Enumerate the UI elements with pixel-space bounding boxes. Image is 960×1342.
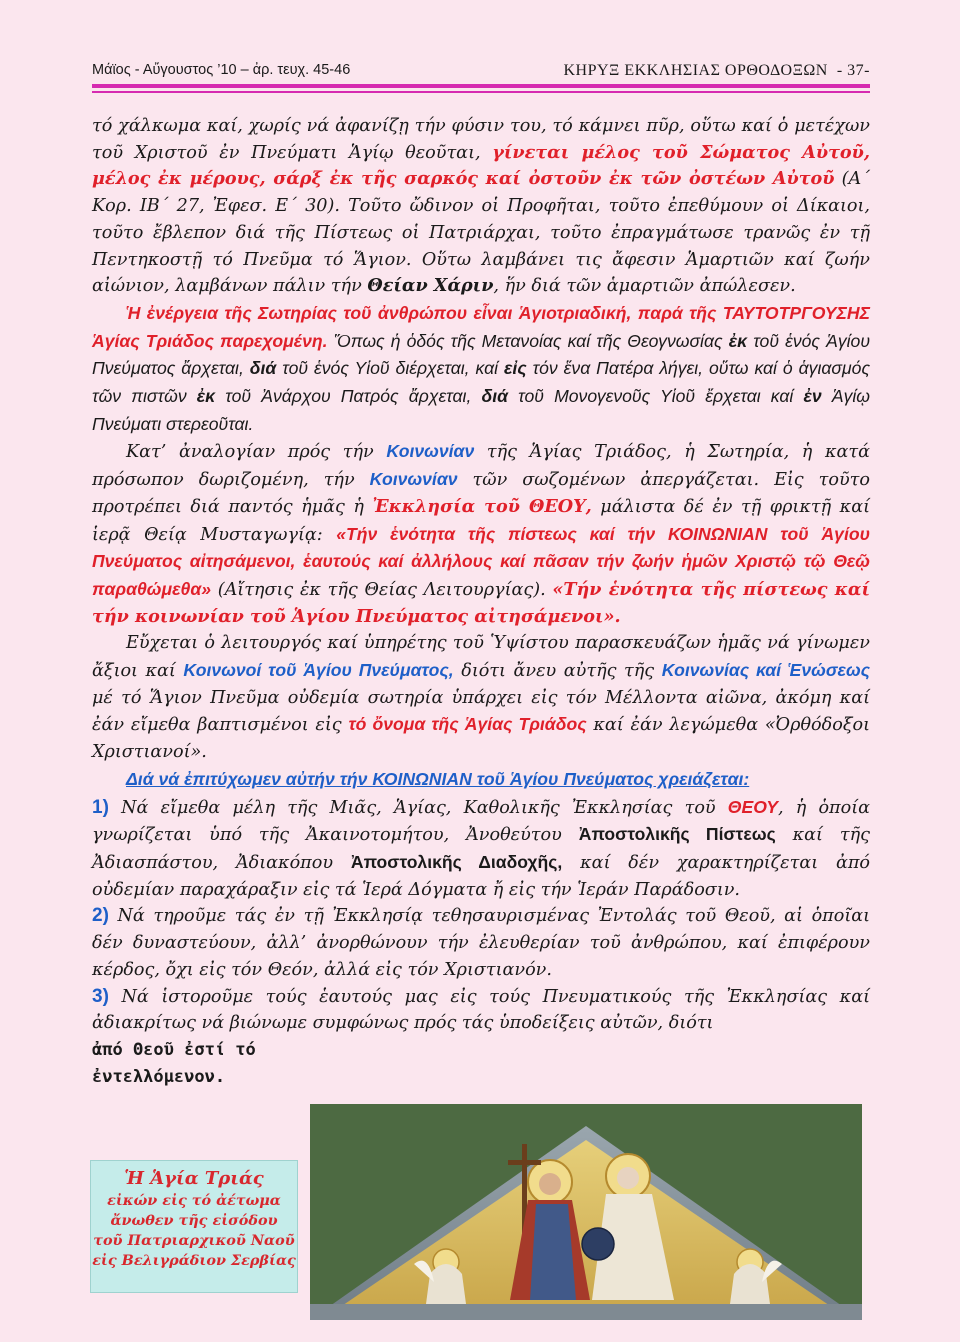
paragraph-3: [92, 438, 870, 630]
caption-line: τοῦ Πατριαρχικοῦ Ναοῦ: [93, 1232, 295, 1249]
text-run: Εὔχεται ὁ λειτουργός καί ὑπηρέτης τοῦ Ὑψίστου παρασκευάζων ἡμᾶς νά γίνωμεν ἄξιοι καί: [92, 633, 870, 682]
highlight-blue: Κοινωνίαν: [369, 469, 458, 490]
journal-title-and-page: [563, 62, 870, 80]
text-run: καί δέν χαρακτηρίζεται ἀπό οὐδεμίαν παραχάραξιν εἰς τά Ἱερά Δόγματα ἤ εἰς τήν Ἱεράν Παράδοσιν.: [92, 852, 870, 900]
highlight-bold: Θείαν Χάριν: [367, 275, 494, 297]
text-run: τοῦ ἑνός Υἱοῦ διέρχεται, καί: [276, 358, 504, 379]
text-run: τοῦ Ἀνάρχου Πατρός ἄρχεται,: [215, 386, 482, 407]
paragraph-2: [92, 300, 870, 439]
text-run: (Α΄ Κορ. ΙΒ΄ 27, Ἐφεσ. Ε΄ 30). Τοῦτο ὤδινον οἱ Προφῆται, τοῦτο ἐπεθύμουν οἱ Δίκαιοι, τοῦτο ἔβλεπον διά τῆς Πίστεως οἱ Πατριάρχαι, τοῦτο ἐπραγμάτωσε τρανῶς ἐν τῇ Πεντηκοστῇ τό Πνεῦμα τό Ἅγιον. Οὕτω λαμβάνει τις ἄφεσιν Ἁμαρτιῶν καί ζωήν αἰώνιον, λαμβάνων πάλιν τήν: [92, 169, 870, 297]
list-number: 1): [92, 796, 109, 818]
highlight-red: τό ὄνομα τῆς Ἁγίας Τριάδος: [348, 714, 587, 735]
highlight-red: Ἡ ἐνέργεια τῆς Σωτηρίας τοῦ ἀνθρώπου εἶναι Ἁγιοτριαδική, παρά τῆς ΤΑΥΤΟΤΡΓΟΥΣΗΣ Ἁγίας Τριάδος παρεχομένη.: [92, 302, 870, 351]
caption-line: εἰκών εἰς τό ἀέτωμα: [107, 1192, 281, 1209]
issue-info: Μάϊος - Αὔγουστος ’10 – ἀρ. τευχ. 45-46: [92, 62, 351, 78]
face-christ: [539, 1173, 561, 1195]
highlight-bold: ἐν: [803, 386, 822, 407]
text-run: τοῦ ἑνός Ἁγίου Πνεύματος ἄρχεται,: [92, 330, 870, 379]
text-run: καί ἐάν λεγώμεθα «Ὀρθόδοξοι Χριστιανοί».: [92, 715, 871, 763]
text-run: Ὅπως ἡ ὁδός τῆς Μετανοίας καί τῆς Θεογνωσίας: [327, 330, 729, 351]
highlight-bold: διά: [481, 386, 509, 407]
list-number: 2): [92, 905, 109, 927]
text-run: (Αἴτησις ἐκ τῆς Θείας Λειτουργίας).: [211, 579, 553, 600]
list-item-1: [92, 794, 870, 904]
text-run: τό χάλκωμα καί, χωρίς νά ἀφανίζῃ τήν φύσιν του, τό κάμνει πῦρ, οὕτω καί ὁ μετέχων τοῦ Χριστοῦ ἐν Πνεύματι Ἁγίῳ θεοῦται,: [92, 116, 870, 163]
highlight-red: γίνεται μέλος τοῦ Σώματος Αὐτοῦ, μέλος ἐκ μέρους, σάρξ ἐκ τῆς σαρκός καί ὀστοῦν ἐκ τῶν ὀστέων Αὐτοῦ: [92, 141, 870, 190]
list-item-2: [92, 903, 870, 983]
text-run: Ἁγίῳ Πνεύματι στερεοῦται.: [92, 386, 870, 434]
text-run: μάλιστα δέ ἐν τῇ φρικτῇ καί ἱερᾷ Θείᾳ Μυσταγωγίᾳ:: [92, 496, 870, 545]
highlight-red: ΘΕΟΥ: [727, 796, 778, 817]
highlight-red: «Τήν ἑνότητα τῆς πίστεως καί τήν ΚΟΙΝΩΝΙΑΝ τοῦ Ἁγίου Πνεύματος αἰτησάμενοι, ἑαυτούς καί ἀλλήλους καί πᾶσαν τήν ζωήν ἡμῶν Χριστῷ τῷ Θεῷ παραθώμεθα»: [92, 523, 870, 599]
highlight-blue-underlined: Διά νά ἐπιτύχωμεν αὐτήν τήν ΚΟΙΝΩΝΙΑΝ τοῦ Ἁγίου Πνεύματος χρειάζεται:: [126, 768, 750, 789]
highlight-bold: ἐκ: [196, 386, 216, 407]
base-stone: [310, 1304, 862, 1320]
highlight-bold: Ἀποστολικῆς Διαδοχῆς,: [350, 851, 563, 872]
icon-illustration: [310, 1104, 862, 1320]
face-father: [617, 1167, 639, 1189]
text-run: Νά εἴμεθα μέλη τῆς Μιᾶς, Ἁγίας, Καθολικῆς Ἐκκλησίας τοῦ: [108, 797, 728, 818]
header-rule-thick: [92, 84, 870, 88]
text-run: τῶν σωζομένων ἀπεργάζεται. Εἰς τοῦτο προτρέπει διά παντός ἡμᾶς ἡ: [92, 470, 871, 517]
highlight-blue: Κοινωνοί τοῦ Ἁγίου Πνεύματος,: [183, 660, 454, 681]
highlight-bold: Ἀποστολικῆς Πίστεως: [578, 824, 776, 845]
text-run: τῆς Ἁγίας Τριάδος, ἡ Σωτηρία, ἡ κατά πρόσωπον δωριζομένη, τήν: [92, 442, 870, 491]
highlight-blue: Κοινωνίας καί Ἑνώσεως: [661, 660, 870, 681]
cross-beam: [508, 1160, 541, 1165]
trinity-icon-image: [310, 1104, 862, 1320]
highlight-red: Ἐκκλησία τοῦ ΘΕΟΥ,: [372, 495, 592, 517]
header-rule-thin: [92, 91, 870, 93]
list-item-3-end: [92, 1037, 302, 1090]
text-run: Νά ἱστοροῦμε τούς ἑαυτούς μας εἰς τούς Πνευματικούς τῆς Ἐκκλησίας καί ἀδιακρίτως νά βιώνωμε συμφώνως πρός τάς ὑποδείξεις αὐτῶν, διότι: [92, 986, 870, 1034]
paragraph-1: [92, 113, 870, 300]
caption-title: Ἡ Ἁγία Τριάς: [124, 1168, 264, 1189]
text-run: , ἥν διά τῶν ἁμαρτιῶν ἀπώλεσεν.: [493, 276, 796, 297]
text-run: τοῦ Μονογενοῦς Υἱοῦ ἔρχεται καί: [508, 386, 804, 407]
highlight-bold: ἀπό Θεοῦ ἐστί τό ἐντελλόμενον.: [92, 1039, 256, 1087]
list-item-3: [92, 984, 870, 1037]
highlight-red: «Τήν ἑνότητα τῆς πίστεως καί τήν κοινωνίαν τοῦ Ἁγίου Πνεύματος αἰτησάμενοι».: [92, 578, 870, 627]
text-run: , ἡ ὁποία γνωρίζεται ὑπό τῆς Ἀκαινοτομήτου, Ἀνοθεύτου: [92, 797, 870, 846]
highlight-bold: διά: [249, 358, 277, 379]
caption-line: εἰς Βελιγράδιον Σερβίας: [92, 1252, 296, 1269]
journal-title: ΚΗΡΥΞ ΕΚΚΛΗΣΙΑΣ ΟΡΘΟΔΟΞΩΝ: [563, 62, 828, 79]
highlight-bold: ἐκ: [728, 330, 748, 351]
text-run: Νά τηροῦμε τάς ἐν τῇ Ἐκκλησίᾳ τεθησαυρισμένας Ἐντολάς τοῦ Θεοῦ, αἱ ὁποῖαι δέν δυναστεύουν, ἀλλ’ ἀνορθώνουν τήν ἐλευθερίαν τοῦ ἀνθρώπου, καί ἐπιφέρουν κέρδος, ὄχι εἰς τόν Θεόν, ἀλλά εἰς τόν Χριστιανόν.: [92, 906, 870, 980]
paragraph-4: [92, 630, 870, 766]
mantle-christ: [530, 1204, 576, 1300]
article-body: [92, 113, 870, 1090]
globe: [582, 1228, 614, 1260]
text-run: Κατ’ ἀναλογίαν πρός τήν: [126, 442, 387, 463]
highlight-bold: εἰς: [503, 358, 527, 379]
text-run: μέ τό Ἅγιον Πνεῦμα οὐδεμία σωτηρία ὑπάρχει εἰς τόν Μέλλοντα αἰῶνα, ἀκόμη καί ἐάν εἴμεθα βαπτισμένοι εἰς: [92, 687, 870, 736]
page-number: - 37-: [836, 62, 870, 79]
caption-line: ἄνωθεν τῆς εἰσόδου: [110, 1212, 278, 1229]
text-run: τόν ἕνα Πατέρα λήγει, οὕτω καί ὁ ἁγιασμός τῶν πιστῶν: [92, 358, 870, 407]
list-number: 3): [92, 985, 109, 1007]
text-run: καί τῆς Ἀδιασπάστου, Ἀδιακόπου: [92, 825, 870, 873]
image-caption: [90, 1160, 298, 1293]
text-run: διότι ἄνευ αὐτῆς τῆς: [453, 661, 662, 682]
highlight-blue: Κοινωνίαν: [386, 441, 475, 462]
paragraph-5: [92, 766, 870, 794]
